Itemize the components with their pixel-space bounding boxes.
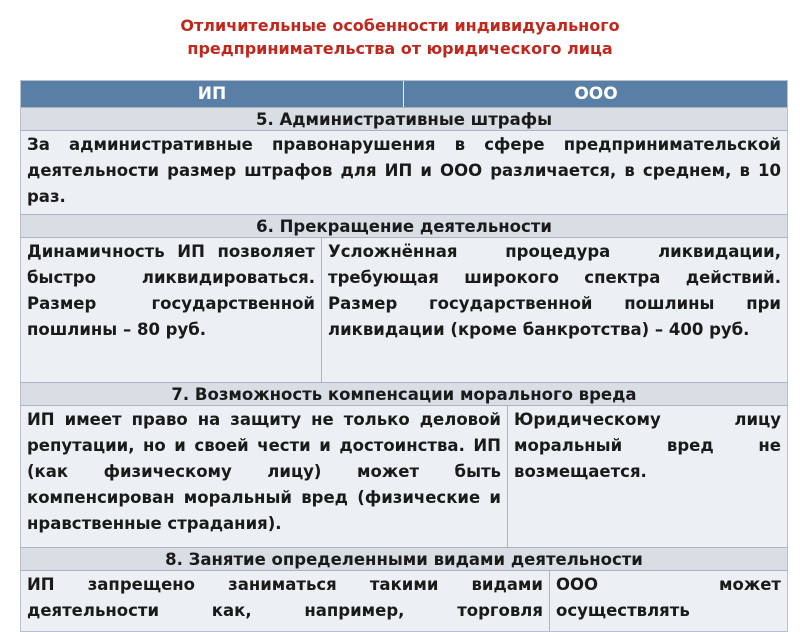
table-row — [21, 238, 787, 382]
table-row — [21, 131, 787, 214]
section-6-ip-text: Динамичность ИП позволяет быстро ликвидироваться. Размер государственной пошлины – 80 руб. — [21, 238, 322, 382]
section-7-ooo-text: Юридическому лицу моральный вред не возмещается. — [514, 410, 781, 481]
section-7-ip-text: ИП имеет право на защиту не только деловой репутации, но и своей чести и достоинства. ИП (как физическому лицу) может быть компенсирован моральный вред (физические и нравственные страдания). — [21, 406, 508, 547]
section-heading-5: 5. Административные штрафы — [21, 107, 787, 131]
slide-title — [0, 14, 800, 60]
title-line-2: предпринимательства от юридического лица — [187, 39, 613, 58]
section-8-ip-text: ИП запрещено заниматься такими видами деятельности как, например, торговля — [21, 571, 550, 631]
title-line-1: Отличительные особенности индивидуального — [180, 16, 620, 35]
section-5-text: За административные правонарушения в сфере предпринимательской деятельности размер штрафов для ИП и ООО различается, в среднем, в 10 раз. — [27, 135, 781, 206]
header-ip: ИП — [21, 81, 404, 107]
table-row — [21, 571, 787, 631]
section-8-ooo-text: ООО может осуществлять — [556, 575, 781, 620]
section-heading-8: 8. Занятие определенными видами деятельности — [21, 547, 787, 571]
table-header-row — [21, 81, 787, 107]
header-ooo: ООО — [574, 84, 618, 104]
section-6-ooo-text: Усложнённая процедура ликвидации, требующая широкого спектра действий. Размер государственной пошлины при ликвидации (кроме банкротства) – 400 руб. — [328, 242, 781, 339]
table-row — [21, 406, 787, 547]
section-heading-7: 7. Возможность компенсации морального вреда — [21, 382, 787, 406]
comparison-table — [20, 80, 788, 632]
section-heading-6: 6. Прекращение деятельности — [21, 214, 787, 238]
